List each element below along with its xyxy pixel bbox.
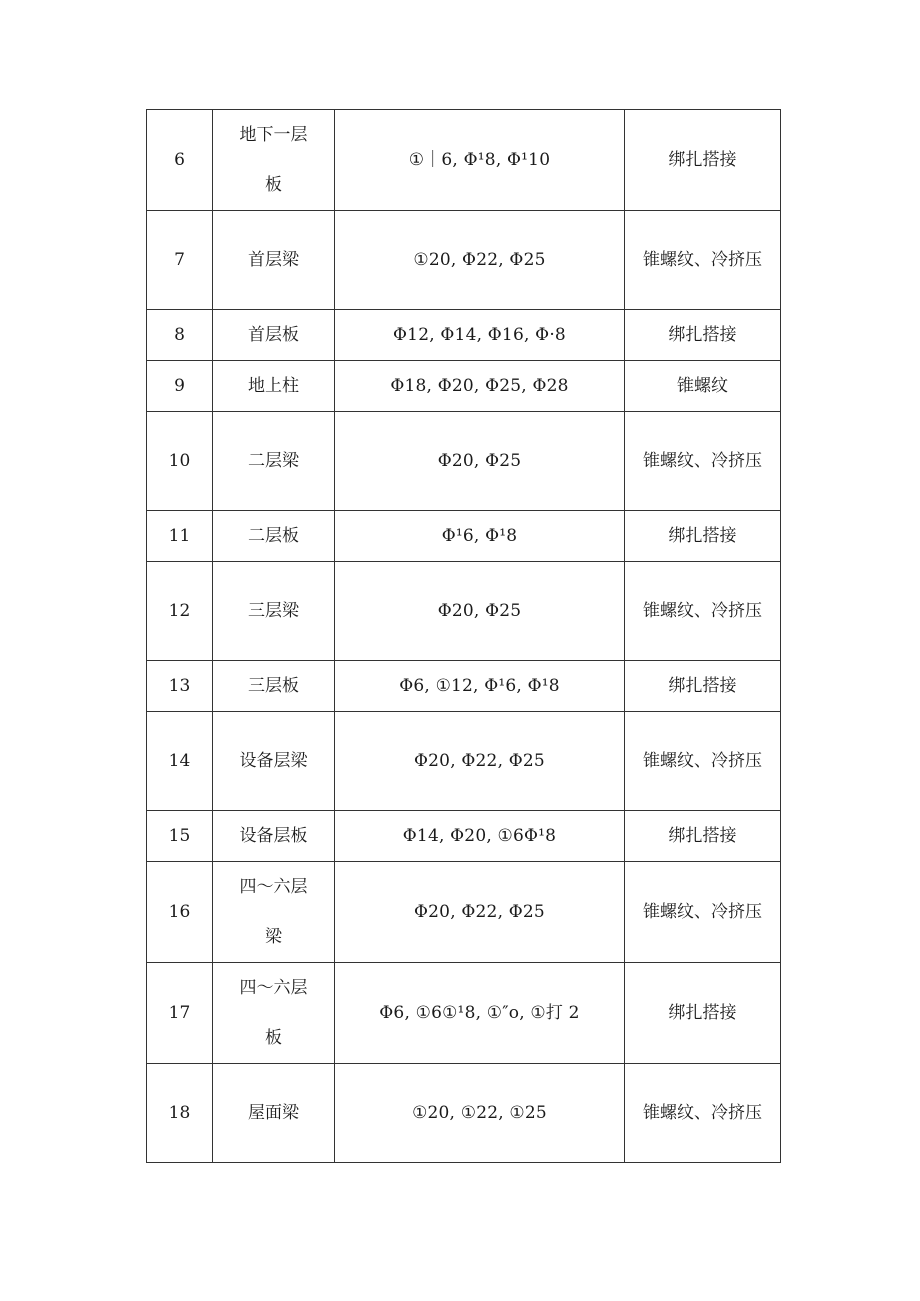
table-row	[147, 811, 781, 862]
connection-method	[625, 412, 781, 511]
row-number: 8	[147, 310, 213, 361]
connection-method	[625, 361, 781, 412]
part-text: 四～六层梁	[239, 877, 308, 947]
method-text: 锥螺纹、冷挤压	[643, 601, 762, 621]
part-text: 设备层板	[239, 826, 308, 846]
row-number: 14	[147, 712, 213, 811]
rebar-spec: Φ6, ①12, Φ¹6, Φ¹8	[335, 661, 625, 712]
table-row	[147, 562, 781, 661]
table-row	[147, 361, 781, 412]
part-text: 首层板	[248, 325, 299, 345]
rebar-spec: Φ20, Φ22, Φ25	[335, 862, 625, 963]
method-text: 锥螺纹、冷挤压	[643, 1103, 762, 1123]
connection-method	[625, 511, 781, 562]
table-row	[147, 1064, 781, 1163]
connection-method	[625, 110, 781, 211]
method-text: 绑扎搭接	[668, 826, 737, 846]
part-text: 地下一层板	[239, 125, 308, 195]
row-number: 12	[147, 562, 213, 661]
construction-part	[213, 811, 335, 862]
table-row	[147, 211, 781, 310]
connection-method	[625, 310, 781, 361]
construction-part	[213, 712, 335, 811]
rebar-spec: Φ¹6, Φ¹8	[335, 511, 625, 562]
part-text: 屋面梁	[248, 1103, 299, 1123]
construction-part	[213, 963, 335, 1064]
rebar-spec: Φ18, Φ20, Φ25, Φ28	[335, 361, 625, 412]
part-text: 二层板	[248, 526, 299, 546]
method-text: 绑扎搭接	[668, 150, 737, 170]
connection-method	[625, 712, 781, 811]
rebar-spec: Φ14, Φ20, ①6Φ¹8	[335, 811, 625, 862]
row-number: 13	[147, 661, 213, 712]
row-number: 17	[147, 963, 213, 1064]
table-row	[147, 412, 781, 511]
table-row	[147, 862, 781, 963]
method-text: 锥螺纹、冷挤压	[643, 902, 762, 922]
connection-method	[625, 211, 781, 310]
method-text: 绑扎搭接	[668, 526, 737, 546]
rebar-spec: ①｜6, Φ¹8, Φ¹10	[335, 110, 625, 211]
table-row	[147, 963, 781, 1064]
part-text: 首层梁	[248, 250, 299, 270]
rebar-spec: ①20, Φ22, Φ25	[335, 211, 625, 310]
rebar-spec: Φ12, Φ14, Φ16, Φ·8	[335, 310, 625, 361]
method-text: 锥螺纹、冷挤压	[643, 250, 762, 270]
construction-part	[213, 361, 335, 412]
method-text: 绑扎搭接	[668, 676, 737, 696]
part-text: 设备层梁	[239, 751, 308, 771]
table-row	[147, 110, 781, 211]
row-number: 9	[147, 361, 213, 412]
connection-method	[625, 811, 781, 862]
part-text: 三层梁	[248, 601, 299, 621]
method-text: 绑扎搭接	[668, 325, 737, 345]
row-number: 16	[147, 862, 213, 963]
construction-part	[213, 110, 335, 211]
part-text: 四～六层板	[239, 978, 308, 1048]
row-number: 11	[147, 511, 213, 562]
construction-part	[213, 310, 335, 361]
construction-part	[213, 661, 335, 712]
connection-method	[625, 963, 781, 1064]
connection-method	[625, 1064, 781, 1163]
row-number: 15	[147, 811, 213, 862]
connection-method	[625, 562, 781, 661]
table-row	[147, 661, 781, 712]
rebar-connection-table	[146, 109, 781, 1163]
construction-part	[213, 511, 335, 562]
row-number: 18	[147, 1064, 213, 1163]
construction-part	[213, 211, 335, 310]
table-row	[147, 511, 781, 562]
part-text: 二层梁	[248, 451, 299, 471]
part-text: 三层板	[248, 676, 299, 696]
rebar-spec: ①20, ①22, ①25	[335, 1064, 625, 1163]
row-number: 6	[147, 110, 213, 211]
construction-part	[213, 562, 335, 661]
method-text: 锥螺纹、冷挤压	[643, 751, 762, 771]
method-text: 锥螺纹、冷挤压	[643, 451, 762, 471]
construction-part	[213, 1064, 335, 1163]
rebar-spec: Φ20, Φ25	[335, 562, 625, 661]
part-text: 地上柱	[248, 376, 299, 396]
construction-part	[213, 412, 335, 511]
row-number: 7	[147, 211, 213, 310]
table-row	[147, 310, 781, 361]
rebar-spec: Φ20, Φ25	[335, 412, 625, 511]
rebar-spec: Φ6, ①6①¹8, ①″o, ①打 2	[335, 963, 625, 1064]
construction-part	[213, 862, 335, 963]
method-text: 锥螺纹	[677, 376, 728, 396]
rebar-spec: Φ20, Φ22, Φ25	[335, 712, 625, 811]
method-text: 绑扎搭接	[668, 1003, 737, 1023]
connection-method	[625, 862, 781, 963]
row-number: 10	[147, 412, 213, 511]
table-row	[147, 712, 781, 811]
connection-method	[625, 661, 781, 712]
